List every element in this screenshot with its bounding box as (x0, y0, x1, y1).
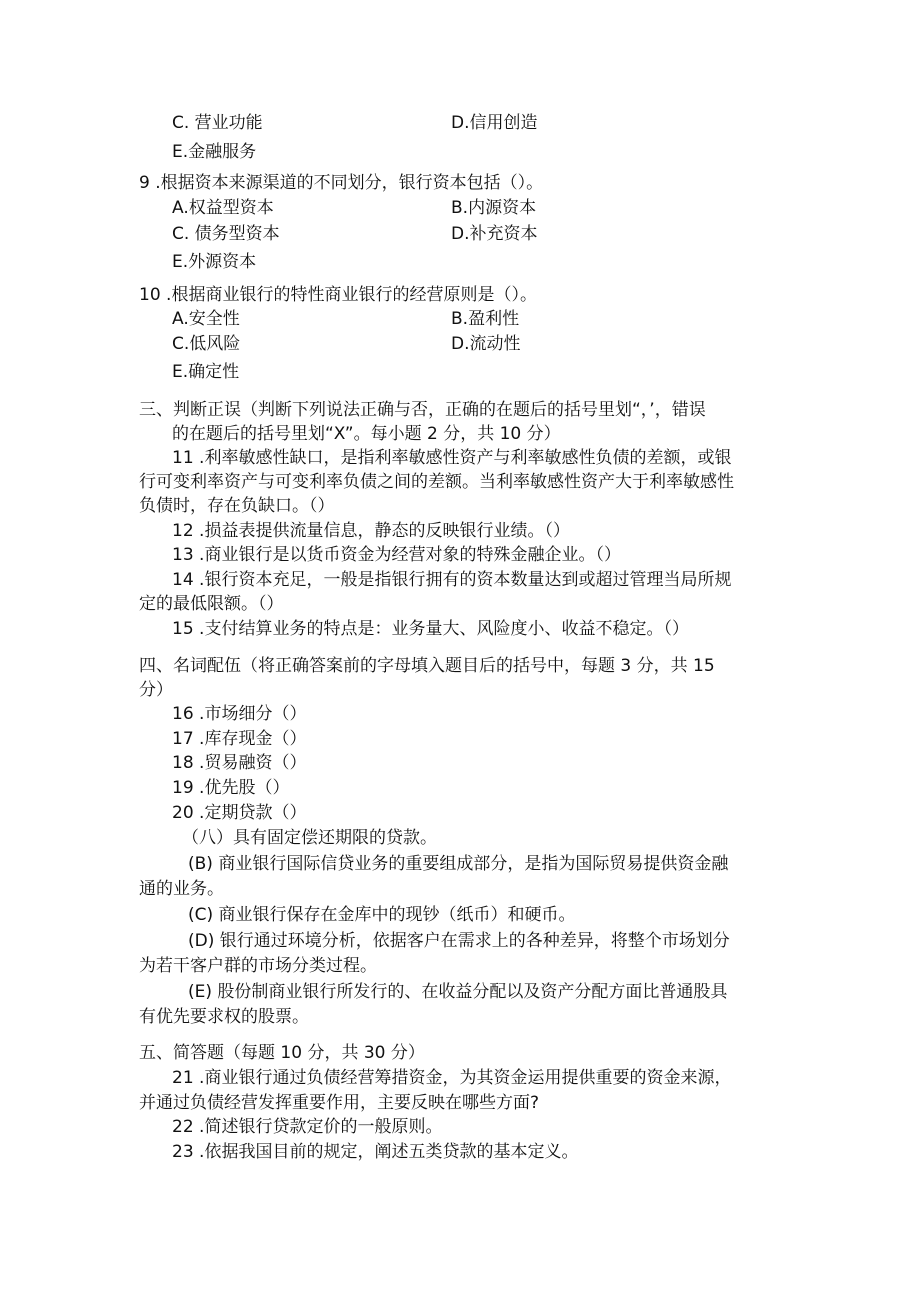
q22: 22 .简述银行贷款定价的一般原则。 (172, 1117, 443, 1137)
answer-d-line2: 为若干客户群的市场分类过程。 (139, 956, 377, 976)
q11-line3: 负债时，存在负缺口。（） (139, 496, 335, 516)
q15: 15 .支付结算业务的特点是：业务量大、风险度小、收益不稳定。（） (172, 619, 689, 639)
section3-heading-cont: 的在题后的括号里划“X”。每小题 2 分，共 10 分） (172, 424, 561, 444)
q10-stem: 10 .根据商业银行的特性商业银行的经营原则是（）。 (139, 285, 537, 305)
answer-b-line1: (B) 商业银行国际信贷业务的重要组成部分，是指为国际贸易提供资金融 (188, 854, 729, 874)
q21-line1: 21 .商业银行通过负债经营筹措资金，为其资金运用提供重要的资金来源， (172, 1068, 732, 1088)
q9-option-d: D.补充资本 (451, 224, 538, 244)
q14-line2: 定的最低限额。（） (139, 594, 284, 614)
q11-line1: 11 .利率敏感性缺口，是指利率敏感性资产与利率敏感性负债的差额，或银 (172, 448, 732, 468)
q10-option-a: A.安全性 (172, 309, 240, 329)
q11-line2: 行可变利率资产与可变利率负债之间的差额。当利率敏感性资产大于利率敏感性 (139, 472, 734, 492)
q9-option-b: B.内源资本 (451, 198, 537, 218)
q9-option-e: E.外源资本 (172, 252, 257, 272)
q12: 12 .损益表提供流量信息，静态的反映银行业绩。（） (172, 521, 570, 541)
answer-e-line2: 有优先要求权的股票。 (139, 1007, 309, 1027)
q21-line2: 并通过负债经营发挥重要作用，主要反映在哪些方面? (139, 1093, 540, 1113)
q20: 20 .定期贷款（） (172, 803, 307, 823)
answer-e-line1: (E) 股份制商业银行所发行的、在收益分配以及资产分配方面比普通股具 (188, 982, 728, 1002)
section4-heading: 四、名词配伍（将正确答案前的字母填入题目后的括号中，每题 3 分，共 15 (139, 656, 715, 676)
q9-stem: 9 .根据资本来源渠道的不同划分，银行资本包括（）。 (139, 173, 544, 193)
section4-heading-cont: 分） (139, 680, 173, 700)
q14-line1: 14 .银行资本充足，一般是指银行拥有的资本数量达到或超过管理当局所规 (172, 570, 732, 590)
section3-heading: 三、判断正误（判断下列说法正确与否，正确的在题后的括号里划“，’，错误 (139, 400, 706, 420)
q10-option-d: D.流动性 (451, 334, 521, 354)
q8-option-e: E.金融服务 (172, 142, 257, 162)
q10-option-b: B.盈利性 (451, 309, 520, 329)
answer-d-line1: (D) 银行通过环境分析，依据客户在需求上的各种差异，将整个市场划分 (188, 931, 730, 951)
q23: 23 .依据我国目前的规定，阐述五类贷款的基本定义。 (172, 1142, 579, 1162)
q9-option-c: C. 债务型资本 (172, 224, 280, 244)
q18: 18 .贸易融资（） (172, 753, 307, 773)
answer-b-line2: 通的业务。 (139, 879, 224, 899)
q8-option-c: C. 营业功能 (172, 113, 263, 133)
q17: 17 .库存现金（） (172, 729, 307, 749)
q9-option-a: A.权益型资本 (172, 198, 274, 218)
q19: 19 .优先股（） (172, 778, 290, 798)
q16: 16 .市场细分（） (172, 704, 307, 724)
q8-option-d: D.信用创造 (451, 113, 538, 133)
section5-heading: 五、简答题（每题 10 分，共 30 分） (139, 1043, 425, 1063)
q10-option-e: E.确定性 (172, 362, 240, 382)
answer-a: （八）具有固定偿还期限的贷款。 (182, 828, 437, 848)
q10-option-c: C.低风险 (172, 334, 241, 354)
q13: 13 .商业银行是以货币资金为经营对象的特殊金融企业。（） (172, 545, 621, 565)
answer-c: (C) 商业银行保存在金库中的现钞（纸币）和硬币。 (188, 905, 576, 925)
